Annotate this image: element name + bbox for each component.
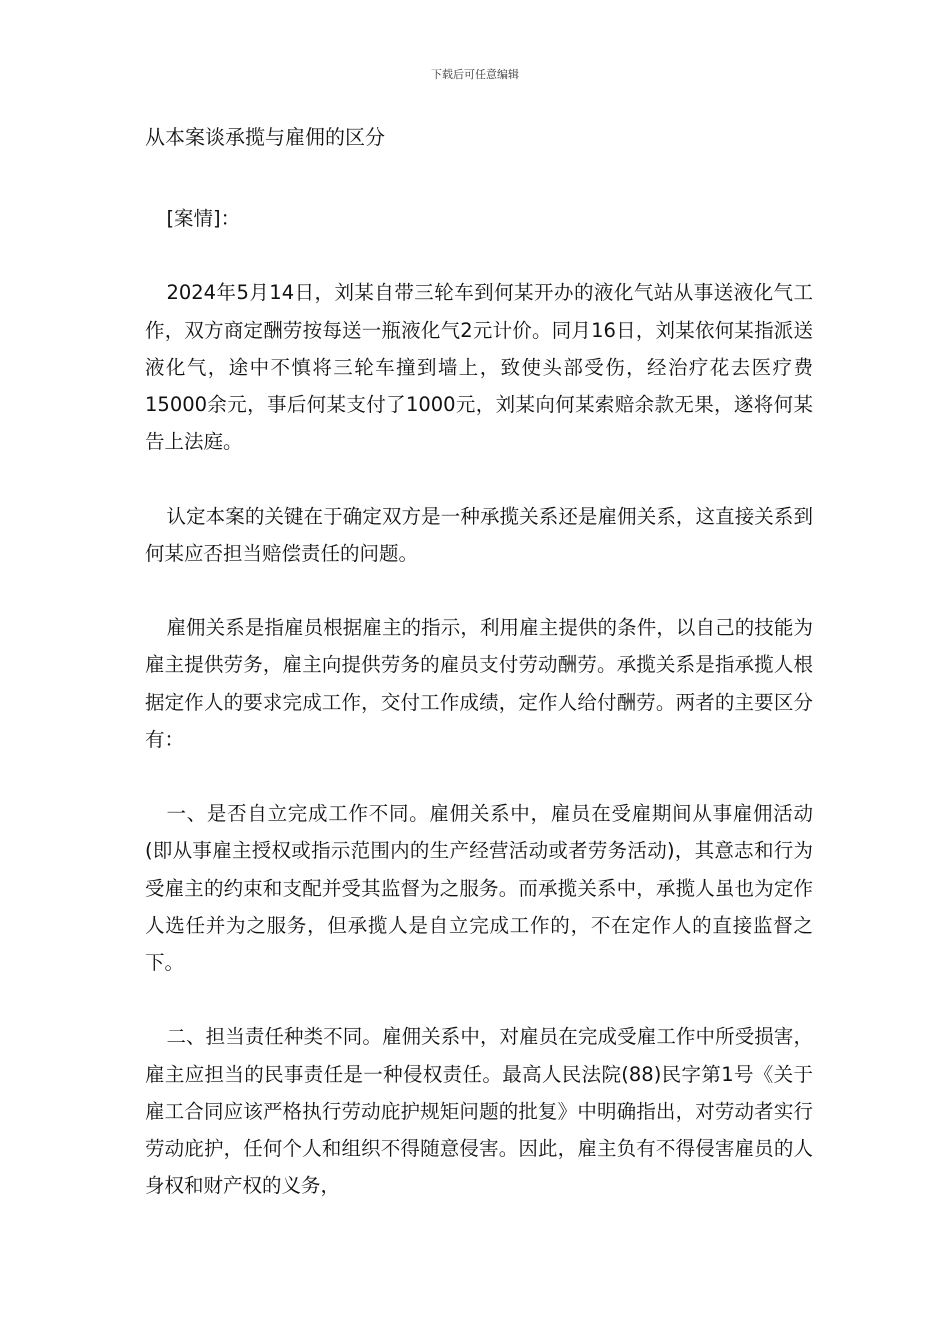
paragraph-key-issue: 认定本案的关键在于确定双方是一种承揽关系还是雇佣关系，这直接关系到何某应否担当赔偿责任的问题。 xyxy=(145,504,813,565)
case-label: [案情]： xyxy=(166,207,241,230)
paragraph-definitions: 雇佣关系是指雇员根据雇主的指示，利用雇主提供的条件，以自己的技能为雇主提供劳务，雇主向提供劳务的雇员支付劳动酬劳。承揽关系是指承揽人根据定作人的要求完成工作，交付工作成绩，定作人给付酬劳。两者的主要区分有： xyxy=(145,616,813,751)
paragraph-difference-2: 二、担当责任种类不同。雇佣关系中，对雇员在完成受雇工作中所受损害，雇主应担当的民事责任是一种侵权责任。最高人民法院(88)民字第1号《关于雇工合同应该严格执行劳动庇护规矩问题的批复》中明确指出，对劳动者实行劳动庇护，任何个人和组织不得随意侵害。因此，雇主负有不得侵害雇员的人身权和财产权的义务， xyxy=(145,1025,813,1198)
document-title: 从本案谈承揽与雇佣的区分 xyxy=(145,125,385,149)
paragraph-case-facts: 2024年5月14日，刘某自带三轮车到何某开办的液化气站从事送液化气工作，双方商定酬劳按每送一瓶液化气2元计价。同月16日，刘某依何某指派送液化气，途中不慎将三轮车撞到墙上，致使头部受伤，经治疗花去医疗费15000余元，事后何某支付了1000元，刘某向何某索赔余款无果，遂将何某告上法庭。 xyxy=(145,281,813,454)
paragraph-difference-1: 一、是否自立完成工作不同。雇佣关系中，雇员在受雇期间从事雇佣活动(即从事雇主授权或指示范围内的生产经营活动或者劳务活动)，其意志和行为受雇主的约束和支配并受其监督为之服务。而承揽关系中，承揽人虽也为定作人选任并为之服务，但承揽人是自立完成工作的，不在定作人的直接监督之下。 xyxy=(145,802,813,974)
header-note: 下载后可任意编辑 xyxy=(431,68,519,81)
document-body xyxy=(145,200,813,1242)
